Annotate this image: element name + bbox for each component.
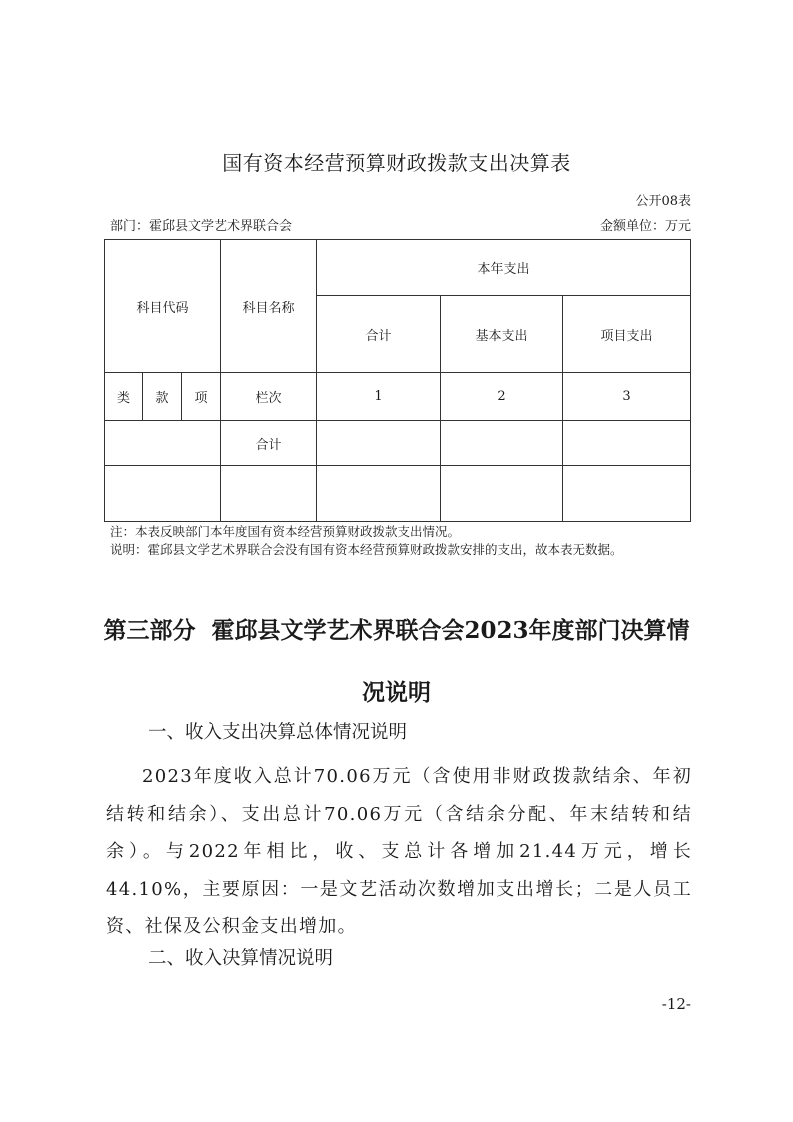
header-column-index: 栏次 xyxy=(221,373,317,421)
cell-code xyxy=(105,466,221,522)
part-title-line-1: 第三部分 霍邱县文学艺术界联合会2023年度部门决算情 xyxy=(103,617,690,644)
column-number-3: 3 xyxy=(563,373,691,421)
part-title xyxy=(0,600,793,724)
cell-total xyxy=(317,421,441,466)
cell-name xyxy=(221,466,317,522)
column-number-1: 1 xyxy=(317,373,441,421)
form-number: 公开08表 xyxy=(635,194,691,209)
table-row-empty xyxy=(105,466,691,522)
cell-project xyxy=(563,466,691,522)
header-total: 合计 xyxy=(317,296,441,373)
section-heading-2: 二、收入决算情况说明 xyxy=(148,948,334,969)
note-line: 注：本表反映部门本年度国有资本经营预算财政拨款支出情况。 xyxy=(110,524,461,539)
column-number-2: 2 xyxy=(441,373,563,421)
section-1-paragraph: 2023年度收入总计70.06万元（含使用非财政拨款结余、年初结转和结余）、支出总计70.06万元（含结余分配、年末结转和结余）。与2022年相比，收、支总计各增加21.44万元，增长44.10%，主要原因：一是文艺活动次数增加支出增长；二是人员工资、社保及公积金支出增加。 xyxy=(106,766,692,937)
cell-basic xyxy=(441,466,563,522)
table-row-total xyxy=(105,421,691,466)
header-basic-expense: 基本支出 xyxy=(441,296,563,373)
expense-table xyxy=(104,239,691,522)
header-section: 款 xyxy=(143,373,182,421)
department-label: 部门：霍邱县文学艺术界联合会 xyxy=(110,219,293,234)
table-notes xyxy=(110,523,623,559)
explanation-line: 说明：霍邱县文学艺术界联合会没有国有资本经营预算财政拨款安排的支出，故本表无数据。 xyxy=(110,542,623,557)
section-heading-1: 一、收入支出决算总体情况说明 xyxy=(148,722,408,743)
cell-total xyxy=(317,466,441,522)
amount-unit-label: 金额单位：万元 xyxy=(599,219,691,234)
header-subject-code: 科目代码 xyxy=(105,240,221,373)
table-title: 国有资本经营预算财政拨款支出决算表 xyxy=(222,151,571,175)
header-current-year-expense: 本年支出 xyxy=(317,240,691,296)
header-category: 类 xyxy=(105,373,143,421)
cell-name: 合计 xyxy=(221,421,317,466)
page-number: -12- xyxy=(661,995,691,1013)
cell-code xyxy=(105,421,221,466)
cell-basic xyxy=(441,421,563,466)
part-title-line-2: 况说明 xyxy=(362,679,431,706)
header-item: 项 xyxy=(182,373,221,421)
header-subject-name: 科目名称 xyxy=(221,240,317,373)
header-project-expense: 项目支出 xyxy=(563,296,691,373)
cell-project xyxy=(563,421,691,466)
